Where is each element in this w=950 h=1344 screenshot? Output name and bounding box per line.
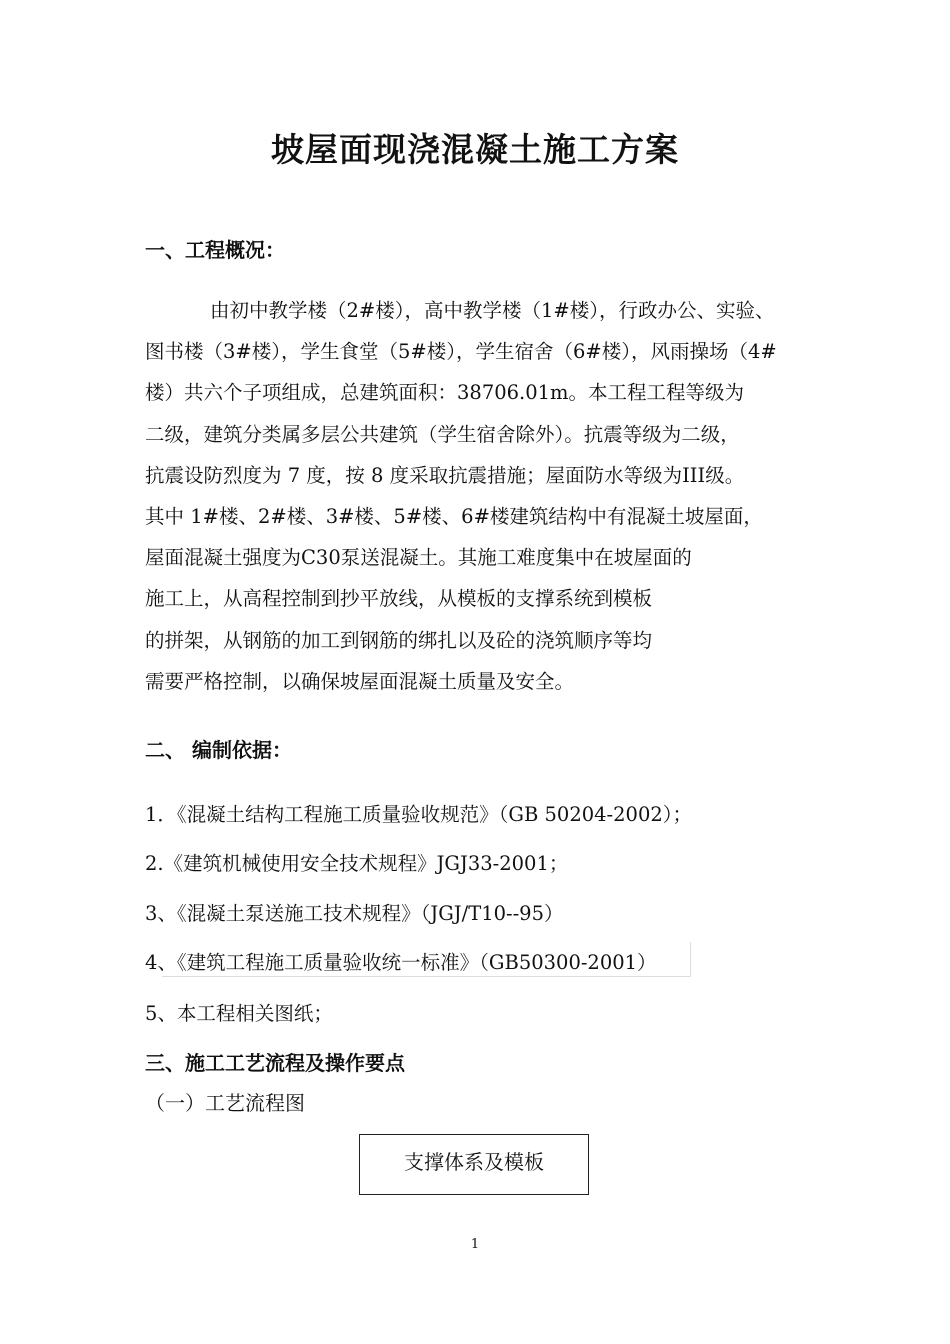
reference-item-4: 4、《建筑工程施工质量验收统一标准》（GB50300-2001） [145, 951, 657, 974]
section-heading-process: 三、施工工艺流程及操作要点 [145, 1051, 405, 1075]
overview-paragraph [145, 290, 815, 702]
reference-item-2: 2.《建筑机械使用安全技术规程》JGJ33-2001； [145, 852, 569, 875]
subheading-flowchart: （一）工艺流程图 [145, 1091, 305, 1115]
paragraph-line: 屋面混凝土强度为C30泵送混凝土。其施工难度集中在坡屋面的 [145, 546, 692, 570]
page-number: 1 [470, 1237, 480, 1252]
reference-item-5: 5、本工程相关图纸； [145, 1002, 333, 1025]
section-heading-basis: 二、 编制依据： [145, 738, 292, 762]
flowchart-box-label: 支撑体系及模板 [404, 1150, 544, 1174]
paragraph-line: 由初中教学楼（2#楼），高中教学楼（1#楼），行政办公、实验、 [210, 299, 775, 322]
paragraph-line: 施工上，从高程控制到抄平放线，从模板的支撑系统到模板 [145, 587, 653, 611]
paragraph-line: 二级，建筑分类属多层公共建筑（学生宿舍除外）。抗震等级为二级， [145, 422, 740, 446]
reference-item-1: 1．《混凝土结构工程施工质量验收规范》（GB 50204-2002）； [145, 803, 693, 826]
paragraph-line: 抗震设防烈度为 7 度，按 8 度采取抗震措施；屋面防水等级为III级。 [145, 463, 745, 487]
document-title: 坡屋面现浇混凝土施工方案 [271, 130, 679, 169]
paragraph-line: 的拼架，从钢筋的加工到钢筋的绑扎以及砼的浇筑顺序等均 [145, 628, 653, 652]
paragraph-line: 其中 1#楼、2#楼、3#楼、5#楼、6#楼建筑结构中有混凝土坡屋面， [145, 504, 763, 528]
section-heading-overview: 一、工程概况： [145, 238, 285, 262]
paragraph-line: 图书楼（3#楼），学生食堂（5#楼），学生宿舍（6#楼），风雨操场（4# [145, 340, 777, 364]
paragraph-line: 需要严格控制，以确保坡屋面混凝土质量及安全。 [145, 669, 575, 693]
reference-item-3: 3、《混凝土泵送施工技术规程》（JGJ/T10--95） [145, 902, 564, 925]
paragraph-line: 楼）共六个子项组成，总建筑面积：38706.01m。本工程工程等级为 [145, 381, 745, 405]
flowchart-box [359, 1134, 589, 1195]
